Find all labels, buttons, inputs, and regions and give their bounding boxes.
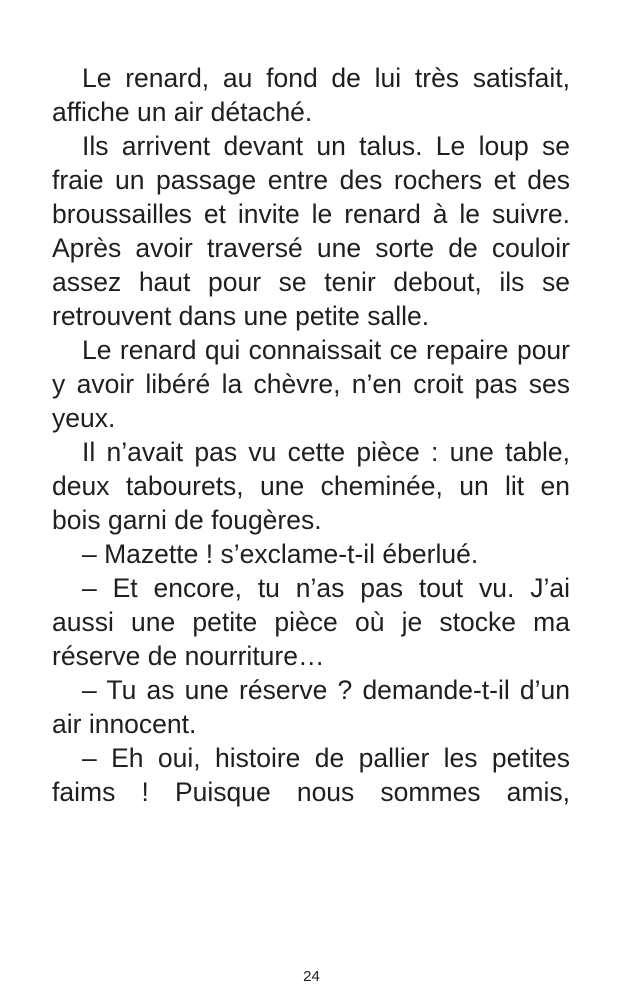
paragraph: – Mazette ! s’exclame-t-il éberlué. <box>82 539 479 569</box>
paragraph: – Tu as une réserve ? demande-t-il d’un air innocent. <box>52 675 570 739</box>
paragraph: – Eh oui, histoire de pallier les petites faims ! Puisque nous sommes amis, <box>52 743 570 807</box>
page-number: 24 <box>303 968 320 985</box>
paragraph: Le renard qui connaissait ce repaire pour y avoir libéré la chèvre, n’en croit pas ses yeux. <box>52 335 570 433</box>
paragraph: Ils arrivent devant un talus. Le loup se fraie un passage entre des rochers et des broussailles et invite le renard à le suivre. Après avoir traversé une sorte de couloir assez haut pour se tenir debout, ils se retrouvent dans une petite salle. <box>52 131 570 331</box>
paragraph: Il n’avait pas vu cette pièce : une table, deux tabourets, une cheminée, un lit en bois garni de fougères. <box>52 437 570 535</box>
paragraph: – Et encore, tu n’as pas tout vu. J’ai aussi une petite pièce où je stocke ma réserve de nourriture… <box>52 573 570 671</box>
page-body <box>52 61 570 809</box>
paragraph: Le renard, au fond de lui très satisfait, affiche un air détaché. <box>52 63 570 127</box>
